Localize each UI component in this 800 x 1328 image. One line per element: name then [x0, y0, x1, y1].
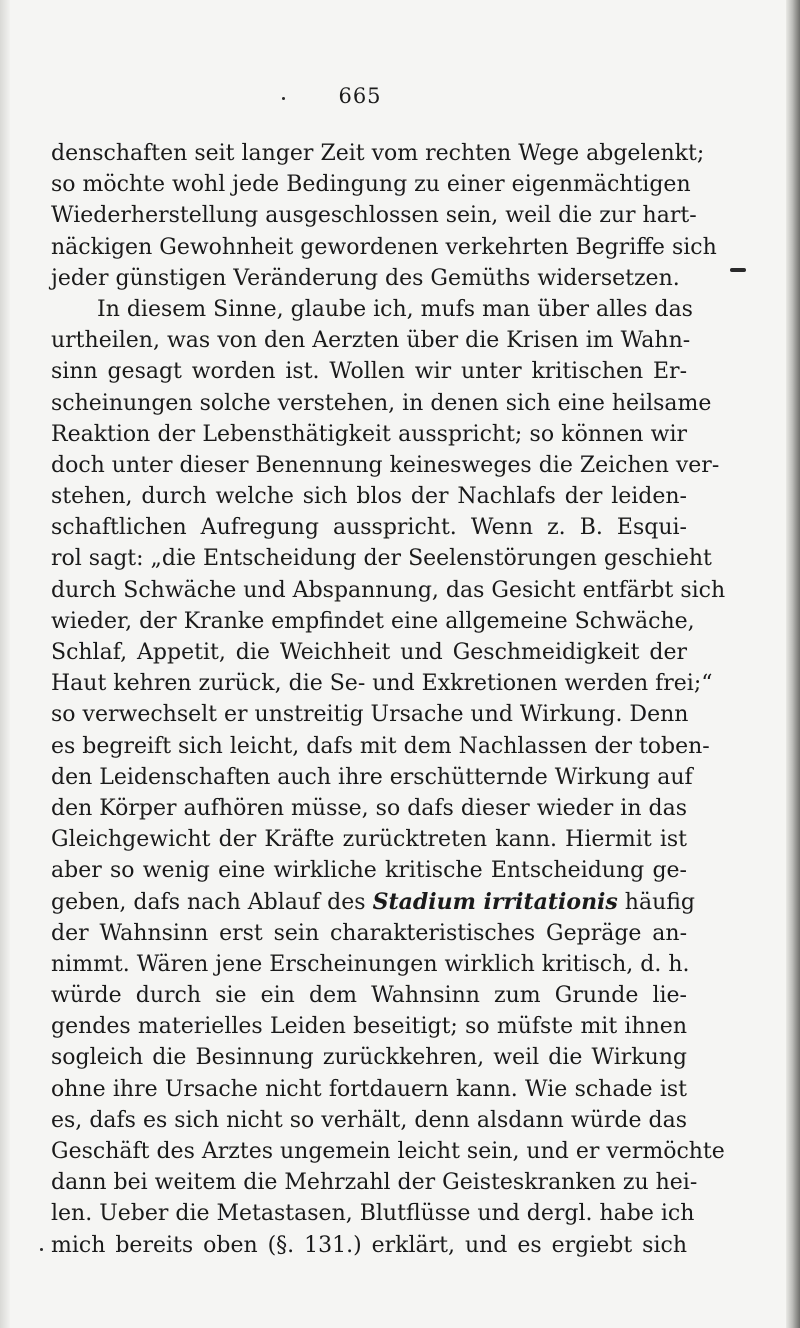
text-line: Schlaf, Appetit, die Weichheit und Geschmeidigkeit der	[51, 640, 687, 665]
scan-edge-left	[0, 0, 10, 1328]
text-line: würde durch sie ein dem Wahnsinn zum Grunde lie-	[51, 983, 687, 1009]
scan-speck	[40, 1248, 43, 1251]
text-line: der Wahnsinn erst sein charakteristisches Gepräge an-	[51, 920, 687, 946]
text-line: In diesem Sinne, glaube ich, mufs man über alles das	[97, 296, 693, 322]
text-segment: geben, dafs nach Ablauf des	[51, 889, 373, 915]
emphasized-term: Stadium irritationis	[372, 888, 618, 915]
text-segment: häufig	[617, 889, 696, 915]
text-line: durch Schwäche und Abspannung, das Gesicht entfärbt sich	[51, 577, 726, 603]
scan-edge-right	[786, 0, 800, 1328]
body-text	[51, 138, 726, 1261]
text-line: Geschäft des Arztes ungemein leicht sein, und er vermöchte	[51, 1139, 725, 1164]
text-line: so möchte wohl jede Bedingung zu einer eigenmächtigen	[51, 172, 691, 198]
text-line: urtheilen, was von den Aerzten über die Krisen im Wahn-	[51, 328, 691, 354]
text-line: es, dafs es sich nicht so verhält, denn alsdann würde das	[51, 1107, 687, 1133]
scan-speck	[730, 268, 746, 272]
text-line: gendes materielles Leiden beseitigt; so müfste mit ihnen	[51, 1014, 687, 1040]
page-number: 665	[338, 84, 382, 108]
text-line: stehen, durch welche sich blos der Nachlafs der leiden-	[51, 484, 687, 510]
text-line: sogleich die Besinnung zurückkehren, weil die Wirkung	[51, 1045, 687, 1071]
text-line: Haut kehren zurück, die Se- und Exkretionen werden frei;“	[51, 671, 713, 697]
text-line: schaftlichen Aufregung ausspricht. Wenn z. B. Esqui-	[51, 515, 687, 541]
text-line: den Leidenschaften auch ihre erschütternde Wirkung auf	[51, 764, 693, 790]
text-line: dann bei weitem die Mehrzahl der Geisteskranken zu hei-	[51, 1170, 698, 1196]
text-line: so verwechselt er unstreitig Ursache und Wirkung. Denn	[51, 702, 689, 728]
text-line: ohne ihre Ursache nicht fortdauern kann. Wie schade ist	[51, 1076, 687, 1102]
text-line: den Körper aufhören müsse, so dafs dieser wieder in das	[51, 795, 687, 821]
text-line: len. Ueber die Metastasen, Blutflüsse und dergl. habe ich	[51, 1201, 695, 1227]
text-line: aber so wenig eine wirkliche kritische Entscheidung ge-	[51, 858, 687, 884]
text-line: mich bereits oben (§. 131.) erklärt, und es ergiebt sich	[51, 1232, 687, 1258]
scan-speck	[282, 97, 285, 100]
text-line: nimmt. Wären jene Erscheinungen wirklich kritisch, d. h.	[51, 951, 690, 977]
text-line: Reaktion der Lebensthätigkeit ausspricht; so können wir	[51, 421, 687, 447]
text-line: wieder, der Kranke empfindet eine allgemeine Schwäche,	[51, 608, 695, 634]
text-line: scheinungen solche verstehen, in denen sich eine heilsame	[51, 390, 712, 416]
text-line: sinn gesagt worden ist. Wollen wir unter kritischen Er-	[51, 359, 687, 385]
text-line: es begreift sich leicht, dafs mit dem Nachlassen der toben-	[51, 733, 710, 759]
text-line: doch unter dieser Benennung keinesweges die Zeichen ver-	[51, 452, 720, 478]
text-line: jeder günstigen Veränderung des Gemüths widersetzen.	[51, 265, 680, 291]
text-line: näckigen Gewohnheit gewordenen verkehrten Begriffe sich	[51, 234, 717, 260]
text-line-with-emphasis	[51, 887, 696, 918]
text-line: Gleichgewicht der Kräfte zurücktreten kann. Hiermit ist	[51, 827, 687, 853]
text-line: rol sagt: „die Entscheidung der Seelenstörungen geschieht	[51, 546, 712, 572]
text-line: Wiederherstellung ausgeschlossen sein, weil die zur hart-	[51, 203, 697, 229]
text-line: denschaften seit langer Zeit vom rechten Wege abgelenkt;	[51, 141, 705, 166]
